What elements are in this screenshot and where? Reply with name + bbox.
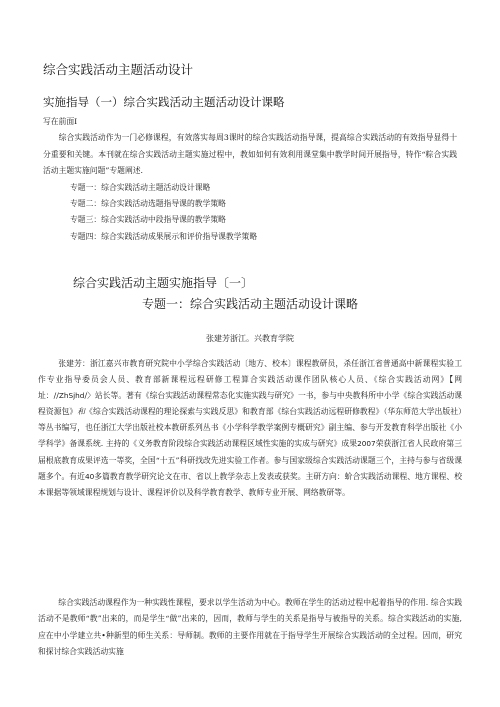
bio-text: 《综合实践活动课程的理论探索与实践反思》和教育部《综台实践活动远程研修教程》（华东师范大学出版社）等丛书编写，也任浙江大学出版社校本教研系列丛书《小学科学教学案例专概研究》副主编、参与开发教育科学出版社《小学科学》备课系统. 主持的《义务教育阶段综合实践活动课程区域性实施的实成与研究》成果 <box>38 407 463 449</box>
foreword-section <box>43 114 457 245</box>
bio-text: /〉站长等。著有《综台实践活动课程常态化实施实践与研究》一书，参与中央教科所中小学《综合实践活动课程资源包》 <box>38 391 462 417</box>
body-paragraph: 综合实践活动课程作为一种实践性课程，要求以学生活动为中心。教师在学生的活动过程中起着指导的作用. 综合实践活动不是教师“教”出来的，而是学生“做”出来的，因而，教师与学生的关系是指导与被指导的关系。综合实践活动的实施, 应在中小学建立共•种新型的师生关系：导师制。教师的主要作用就在于指导学生开展综合实践活动的全过程。因而，研究和探讨综合实践活动实施 <box>38 598 462 657</box>
topic-list <box>43 180 457 246</box>
bio-count: 40 <box>84 471 95 481</box>
topic-list-item: 专题四：综合实践活动成果展示和评价指导课教学策略 <box>70 231 258 241</box>
author-bio <box>38 356 462 501</box>
guide-section-title: 实施指导（一）综合实践活动主题活动设计课略 <box>43 95 285 109</box>
bio-text: 荣获浙江省人民政府第三届根底教育成果评选一等奖，全国“十五”科研找改先进实验工作者。参与国家级综合实践活动课题三个，主持与参与省级课题多个。有近 <box>38 439 463 481</box>
foreword-paragraph: 综合实践活动作为一门必修课程，有效落实每周3课时的综合实践活动指导课，提高综合实践活动的有效指导显得十分重要和关键。本刊就在综合实践活动主题实施过程中，教如如何有效利用课堂集中教学时间开展指导，特作“粽合实践活动主题实施问题”专题阐述. <box>43 133 457 176</box>
bio-text: 和 <box>77 407 86 417</box>
author-line: 张建芳浙江。兴教育学院 <box>206 334 294 343</box>
topic-one-title: 专题一：综合实践活动主题活动设计课略 <box>141 297 358 311</box>
topic-list-item: 专题三：综合实践活动中段指导课的教学策略 <box>70 215 226 225</box>
bio-text: 张建芳：浙江嘉兴市教育研究院中小学综合实践活动〔地方、校本〕课程教研员，杀任浙江省普通高中新课程实验工作专业指导委员会人员、教育部新课程远程研修工程算合实践活动课作团队核心人员、《综合实践活动网》【网址：// <box>38 359 462 401</box>
bio-text: 多篇教育教学研究论文在市、省以上教学杂志上发表或获奖。主研方向：蚧合实践活动课程、地方课程、校本课据等领域课程规划与设计、课程评价以及科学教育教学、教师专业开展、网络教研等。 <box>38 471 463 497</box>
bio-year: 2007 <box>357 439 376 449</box>
document-title: 综合实践活动主题活动设计 <box>43 62 194 77</box>
foreword-heading: 写在前面I <box>43 117 78 126</box>
topic-list-item: 专题二：综合实践活动选题指导课的教学策略 <box>70 199 226 209</box>
bio-url-fragment: ZhSjhd <box>58 391 85 401</box>
series-title: 综合实践活动主题实施指导〔一〕 <box>73 276 254 290</box>
topic-list-item: 专题一：综合实践活动主题活动设计课略 <box>70 182 211 192</box>
